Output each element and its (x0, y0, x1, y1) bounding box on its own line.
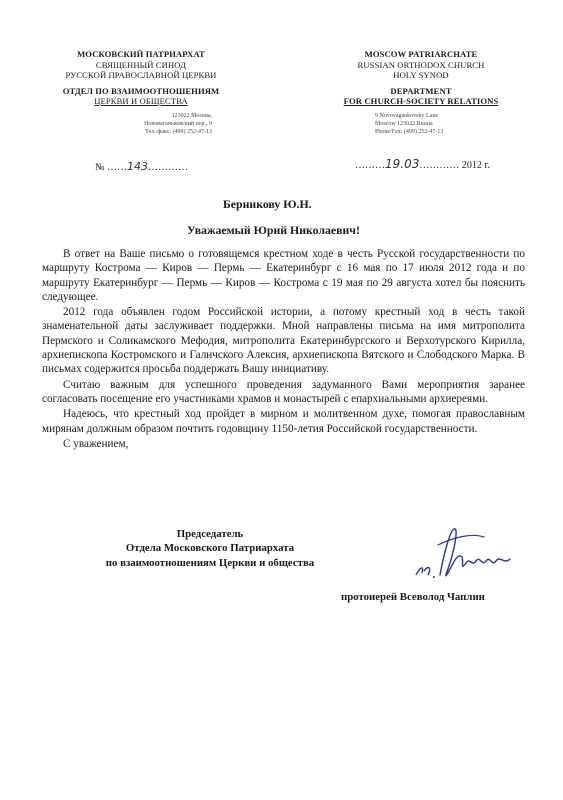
reference-number-value: 143 (127, 160, 149, 173)
letterhead-en-line3: HOLY SYNOD (393, 70, 449, 80)
letterhead-ru-addr2: Нововаганьковский пер., 9 (144, 120, 212, 127)
letterhead-en-line4: DEPARTMENT (390, 85, 452, 96)
letterhead-en-line5: FOR CHURCH-SOCIETY RELATIONS (343, 96, 499, 106)
reference-date: ………19.03………… 2012 г. (355, 157, 490, 171)
letterhead-en-addr1: 9 Novovagankovsky Lane (375, 112, 438, 119)
closing-phrase: С уважением, (63, 437, 129, 450)
letterhead-en-addr2: Moscow 123022 Russia (375, 120, 433, 127)
reference-date-value: 19.03 (385, 157, 420, 171)
letterhead-russian (48, 49, 234, 136)
body-paragraph: 2012 года объявлен годом Российской истории, а потому крестный ход в честь такой знаменательной даты заслуживает поддержки. Мной направлены письма на имя митрополита Пермского и Соликамского Мефодия, митрополита Екатеринбургского и Верхотурского Кирилла, архиепископа Костромского и Галичского Алексия, архиепископа Вятского и Слободского Марка. В письмах содержится просьба поддержать Вашу инициативу. (42, 306, 525, 376)
body-paragraph: Считаю важным для успешного проведения задуманного Вами мероприятия заранее согласовать посещение его участниками храмов и монастырей с епархиальными архиереями. (42, 378, 525, 405)
signature-title-block (90, 527, 330, 570)
reference-number-prefix: № (95, 162, 105, 173)
addressee: Берникову Ю.Н. (223, 197, 312, 211)
signature-title-line2: Отдела Московского Патриархата (125, 542, 295, 555)
letterhead-en-line2: RUSSIAN ORTHODOX CHURCH (357, 59, 485, 70)
reference-number: № ……143………… (95, 160, 189, 173)
letterhead-ru-line3: РУССКОЙ ПРАВОСЛАВНОЙ ЦЕРКВИ (65, 70, 217, 80)
letterhead-ru-line4: ОТДЕЛ ПО ВЗАИМООТНОШЕНИЯМ (62, 85, 220, 96)
letterhead-ru-line2: СВЯЩЕННЫЙ СИНОД (95, 59, 187, 70)
letterhead-en-line1: MOSCOW PATRIARCHATE (364, 49, 478, 59)
letterhead-ru-addr1: 123022 Москва, (171, 112, 212, 119)
signature-title-line3: по взаимоотношениям Церкви и общества (105, 556, 315, 569)
body-paragraph: Надеюсь, что крестный ход пройдет в мирном и молитвенном духе, помогая православным мирянам должным образом почтить годовщину 1150-летия Российской государственности. (42, 408, 525, 435)
body-paragraph: В ответ на Ваше письмо о готовящемся крестном ходе в честь Русской государственности по маршруту Кострома — Киров — Пермь — Екатеринбург с 16 мая по 17 июля 2012 года и по маршруту Екатеринбург — Пермь — Киров — Кострома с 19 мая по 29 августа хотел бы пояснить следующее. (42, 248, 525, 303)
letterhead-en-addr3: Phone/Fax: (499) 252-47-13 (375, 128, 444, 135)
signature-title-line1: Председатель (176, 528, 244, 540)
signer-name: протоиерей Всеволод Чаплин (341, 591, 485, 603)
letterhead-ru-line5: ЦЕРКВИ И ОБЩЕСТВА (94, 96, 188, 106)
letter-body (42, 247, 525, 452)
handwritten-signature (410, 523, 520, 588)
letterhead-ru-addr3: Тел./факс: (499) 252-47-13 (145, 128, 212, 135)
letterhead-english (323, 49, 519, 136)
greeting: Уважаемый Юрий Николаевич! (187, 223, 360, 237)
letterhead-ru-line1: МОСКОВСКИЙ ПАТРИАРХАТ (77, 49, 205, 59)
reference-date-suffix: 2012 г. (461, 160, 490, 171)
